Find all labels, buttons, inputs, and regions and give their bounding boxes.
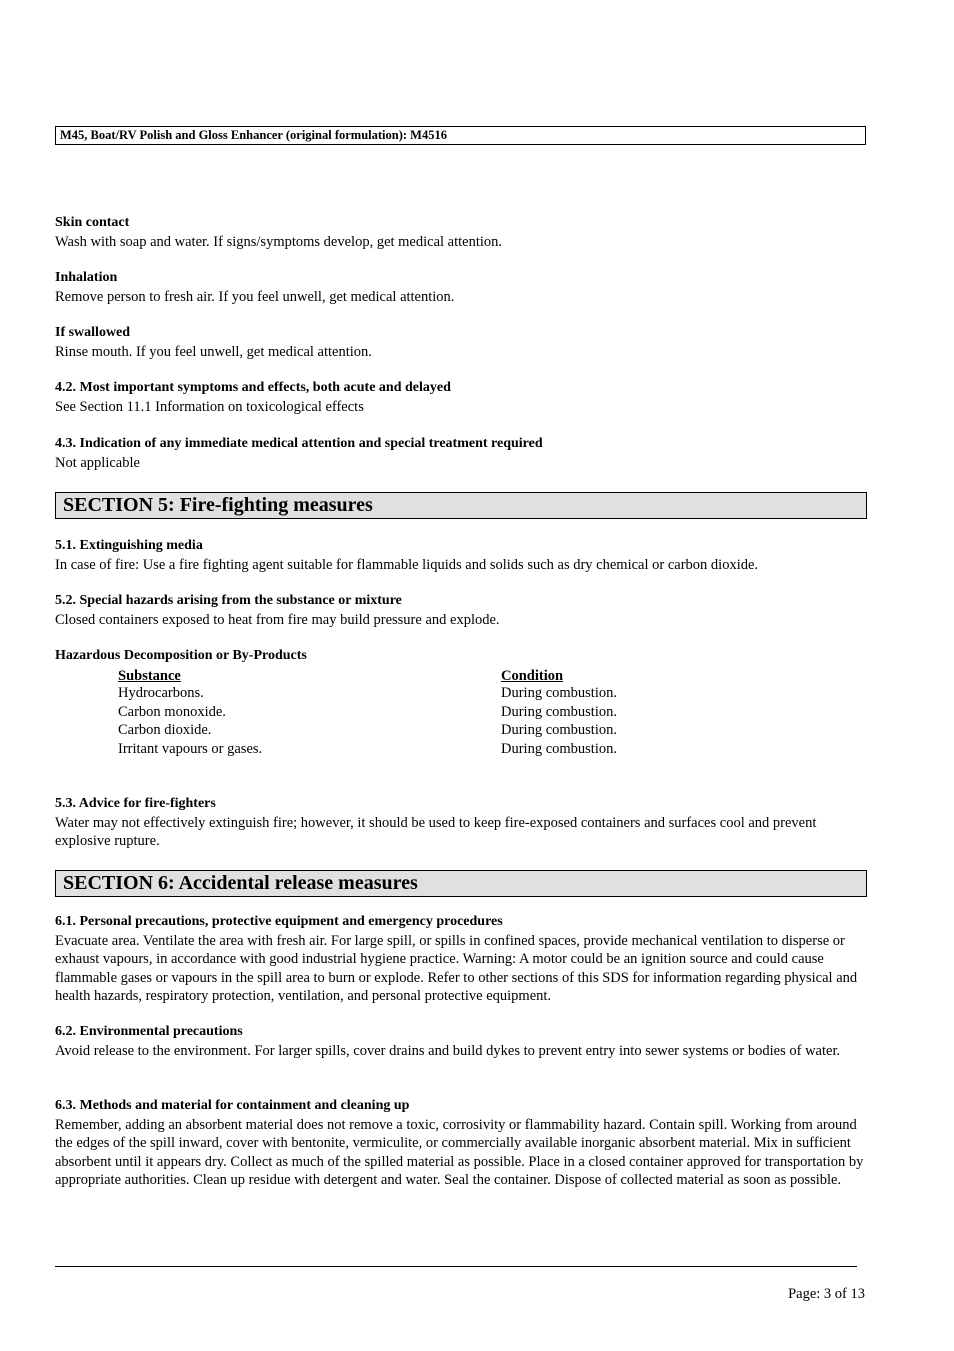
section-6-1-heading: 6.1. Personal precautions, protective equipment and emergency procedures [55, 914, 503, 929]
section-5-3-heading: 5.3. Advice for fire-fighters [55, 796, 216, 811]
section-5-1-text: In case of fire: Use a fire fighting agent suitable for flammable liquids and solids such as dry chemical or carbon dioxide. [55, 556, 759, 573]
table-cell-condition: During combustion. [501, 741, 617, 757]
product-name: M45, Boat/RV Polish and Gloss Enhancer (original formulation): M4516 [60, 128, 447, 142]
section-6-3-block [55, 1097, 865, 1190]
table-cell-condition: During combustion. [501, 704, 617, 720]
section-6-2-heading: 6.2. Environmental precautions [55, 1024, 243, 1039]
inhalation-heading: Inhalation [55, 270, 118, 285]
section-6-1-text: Evacuate area. Ventilate the area with fresh air. For large spill, or spills in confined spaces, provide mechanical ventilation to disperse or exhaust vapours, in accordance with good industrial hygiene practice. Warning: A motor could be an ignition source and could cause flammable gases or vapours in the spill area to burn or explode. Refer to other sections of this SDS for information regarding physical and health hazards, respiratory protection, ventilation, and personal protective equipment. [55, 932, 858, 1004]
section-6-2-text: Avoid release to the environment. For larger spills, cover drains and build dykes to prevent entry into sewer systems or bodies of water. [55, 1042, 841, 1059]
column-header-condition: Condition [501, 668, 564, 684]
section-6-title: SECTION 6: Accidental release measures [63, 872, 418, 894]
section-6-1-block [55, 913, 865, 1006]
section-4-2-text: See Section 11.1 Information on toxicological effects [55, 398, 364, 415]
decomposition-heading: Hazardous Decomposition or By-Products [55, 648, 307, 663]
product-header [55, 126, 866, 145]
section-5-2-heading: 5.2. Special hazards arising from the substance or mixture [55, 593, 402, 608]
footer-divider [55, 1266, 857, 1267]
section-5-bar [55, 492, 867, 519]
section-5-3-text: Water may not effectively extinguish fire; however, it should be used to keep fire-exposed containers and surfaces cool and prevent explosive rupture. [55, 814, 817, 849]
section-5-1-block [55, 537, 865, 574]
section-5-3-block [55, 795, 865, 851]
section-6-3-text: Remember, adding an absorbent material does not remove a toxic, corrosivity or flammability hazard. Contain spill. Working from around the edges of the spill inward, cover with bentonite, vermiculite, or commercially available inorganic absorbent material. Mix in sufficient absorbent until it appears dry. Collect as much of the spilled material as possible. Place in a closed container approved for transportation by appropriate authorities. Clean up residue with detergent and water. Seal the container. Dispose of collected material as soon as possible. [55, 1116, 864, 1188]
section-6-3-heading: 6.3. Methods and material for containment and cleaning up [55, 1098, 410, 1113]
section-5-2-block [55, 592, 865, 629]
decomposition-heading-block [55, 647, 865, 666]
skin-contact-block [55, 214, 865, 251]
section-4-3-block [55, 435, 865, 472]
table-cell-substance: Carbon monoxide. [118, 704, 226, 720]
swallowed-text: Rinse mouth. If you feel unwell, get medical attention. [55, 343, 372, 360]
skin-contact-heading: Skin contact [55, 215, 130, 230]
skin-contact-text: Wash with soap and water. If signs/symptoms develop, get medical attention. [55, 233, 503, 250]
section-4-3-text: Not applicable [55, 454, 140, 471]
page-number: Page: 3 of 13 [788, 1286, 865, 1302]
section-5-title: SECTION 5: Fire-fighting measures [63, 494, 373, 516]
column-header-substance: Substance [118, 668, 181, 684]
section-5-1-heading: 5.1. Extinguishing media [55, 538, 203, 553]
section-6-bar [55, 870, 867, 897]
inhalation-block [55, 269, 865, 306]
swallowed-block [55, 324, 865, 361]
section-4-2-heading: 4.2. Most important symptoms and effects, both acute and delayed [55, 380, 451, 395]
table-cell-condition: During combustion. [501, 685, 617, 701]
section-6-2-block [55, 1023, 865, 1060]
section-5-2-text: Closed containers exposed to heat from fire may build pressure and explode. [55, 611, 500, 628]
table-cell-substance: Carbon dioxide. [118, 722, 212, 738]
section-4-3-heading: 4.3. Indication of any immediate medical attention and special treatment required [55, 436, 543, 451]
table-cell-substance: Hydrocarbons. [118, 685, 204, 701]
table-cell-substance: Irritant vapours or gases. [118, 741, 263, 757]
swallowed-heading: If swallowed [55, 325, 131, 340]
inhalation-text: Remove person to fresh air. If you feel unwell, get medical attention. [55, 288, 455, 305]
section-4-2-block [55, 379, 865, 416]
table-cell-condition: During combustion. [501, 722, 617, 738]
